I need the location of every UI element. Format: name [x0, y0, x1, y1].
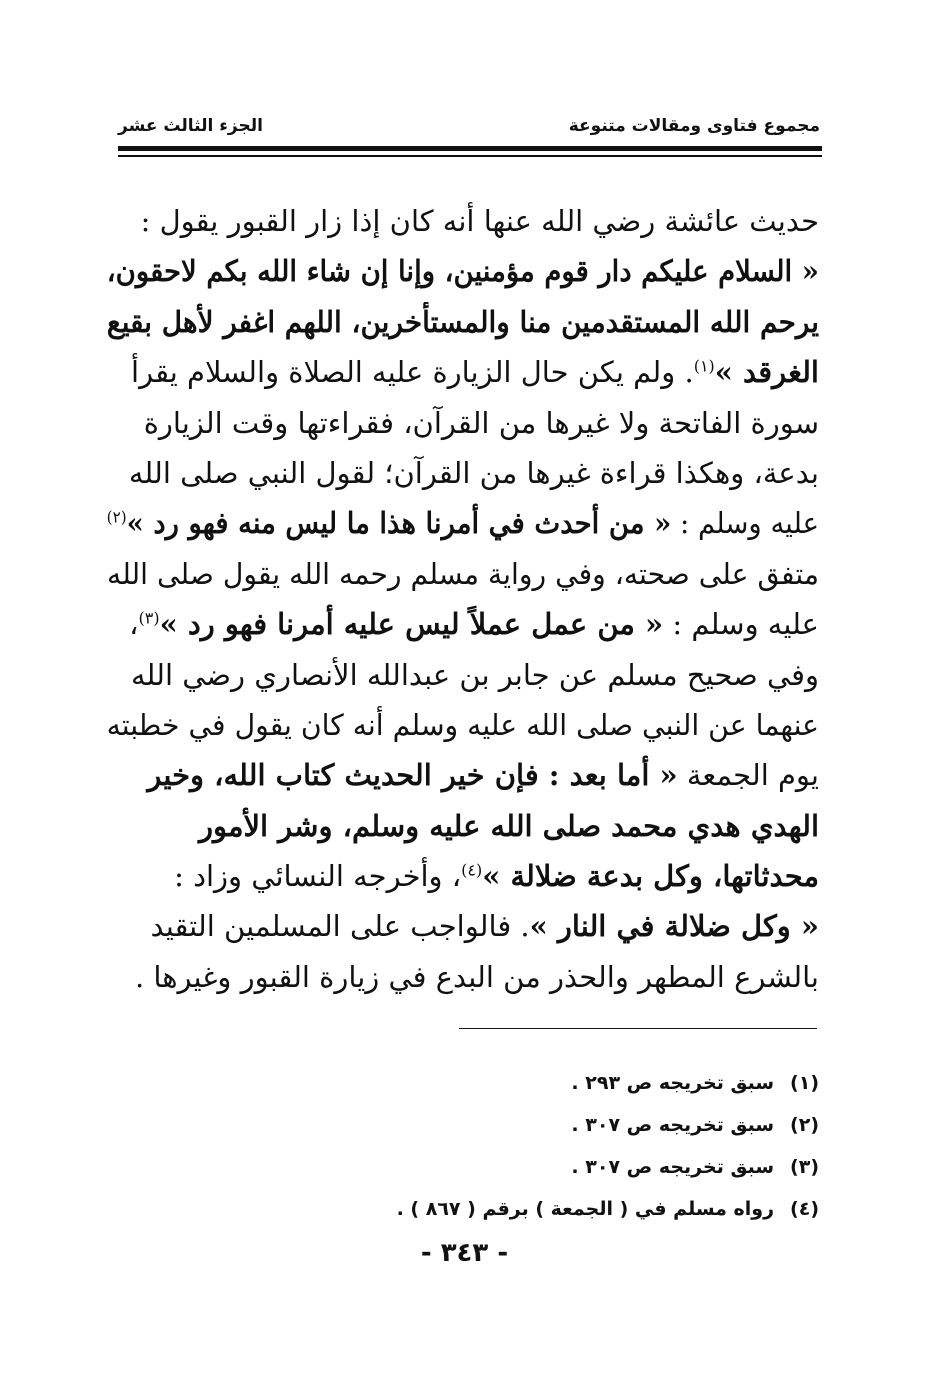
- footnote-item: [219, 1104, 819, 1146]
- text-segment: يوم الجمعة: [677, 758, 819, 793]
- text-line: [106, 700, 820, 750]
- text-line: [107, 347, 819, 397]
- text-segment: ، وأخرجه النسائي وزاد :: [174, 859, 462, 894]
- footnote-marker: (١): [693, 356, 715, 376]
- footnote-text: رواه مسلم في ( الجمعة ) برقم ( ٨٦٧ ) .: [396, 1198, 775, 1220]
- footnote-number: (١): [790, 1072, 819, 1094]
- text-segment: عليه وسلم :: [663, 607, 819, 642]
- text-segment: متفق على صحته، وفي رواية مسلم رحمه الله يقول صلى الله: [107, 556, 820, 591]
- main-text: [107, 196, 819, 1002]
- footnote-text: سبق تخريجه ص ٢٩٣ .: [571, 1072, 775, 1094]
- text-line: [107, 549, 820, 599]
- volume-label: الجزء الثالث عشر: [118, 116, 263, 136]
- hadith-quote: « من عمل عملاً ليس عليه أمرنا فهو رد »: [159, 607, 664, 642]
- text-line: [106, 297, 819, 347]
- text-segment: بدعة، وهكذا قراءة غيرها من القرآن؛ لقول النبي صلى الله: [128, 455, 819, 490]
- text-line: [107, 398, 819, 448]
- footnote-number: (٣): [790, 1156, 819, 1178]
- hadith-quote: « من أحدث في أمرنا هذا ما ليس منه فهو رد »: [126, 506, 672, 541]
- text-line: [106, 246, 820, 296]
- footnote-separator: [459, 1028, 817, 1029]
- text-line: [107, 901, 819, 951]
- book-title: مجموع فتاوى ومقالات متنوعة: [568, 116, 820, 136]
- footnote-text: سبق تخريجه ص ٣٠٧ .: [571, 1114, 775, 1136]
- page-number: - ٣٤٣ -: [420, 1238, 509, 1268]
- text-line: [107, 196, 819, 246]
- text-line: [106, 498, 819, 548]
- footnote-text: سبق تخريجه ص ٣٠٧ .: [571, 1156, 775, 1178]
- header-rule-thin: [118, 155, 822, 157]
- hadith-quote: « أما بعد : فإن خير الحديث كتاب الله، وخير: [147, 758, 678, 793]
- text-line: [107, 750, 819, 800]
- footnote-marker: (٢): [106, 507, 127, 527]
- hadith-quote: الهدي هدي محمد صلى الله عليه وسلم، وشر الأمور: [198, 808, 819, 843]
- text-segment: . فالواجب على المسلمين التقيد: [150, 909, 530, 944]
- footnote-item: [219, 1188, 819, 1230]
- text-line: [107, 801, 819, 851]
- running-header: [118, 112, 820, 142]
- text-segment: حديث عائشة رضي الله عنها أنه كان إذا زار القبور يقول :: [140, 204, 819, 238]
- hadith-quote: « وكل ضلالة في النار »: [529, 909, 819, 944]
- text-line: [107, 952, 819, 1002]
- hadith-quote: الغرقد »: [714, 355, 819, 390]
- footnote-number: (٤): [790, 1198, 819, 1220]
- text-segment: ،: [129, 607, 139, 642]
- text-line: [107, 851, 819, 901]
- text-segment: عنهما عن النبي صلى الله عليه وسلم أنه كان يقول في خطبته: [106, 707, 820, 742]
- hadith-quote: يرحم الله المستقدمين منا والمستأخرين، اللهم اغفر لأهل بقيع: [106, 304, 819, 339]
- hadith-quote: « السلام عليكم دار قوم مؤمنين، وإنا إن شاء الله بكم لاحقون،: [106, 254, 820, 289]
- text-line: [107, 650, 819, 700]
- text-segment: . ولم يكن حال الزيارة عليه الصلاة والسلام يقرأ: [131, 355, 694, 390]
- text-line: [107, 448, 819, 498]
- footnote-item: [219, 1146, 819, 1188]
- footnote-item: [219, 1062, 819, 1104]
- footnotes: [219, 1062, 819, 1230]
- text-segment: بالشرع المطهر والحذر من البدع في زيارة القبور وغيرها .: [134, 959, 819, 994]
- text-line: [107, 599, 819, 649]
- footnote-marker: (٣): [138, 608, 160, 628]
- text-segment: عليه وسلم :: [671, 506, 819, 541]
- hadith-quote: محدثاتها، وكل بدعة ضلالة »: [482, 859, 819, 894]
- text-segment: سورة الفاتحة ولا غيرها من القرآن، فقراءتها وقت الزيارة: [143, 405, 819, 440]
- text-segment: وفي صحيح مسلم عن جابر بن عبدالله الأنصاري رضي الله: [131, 657, 819, 692]
- header-rule-thick: [118, 146, 822, 151]
- footnote-number: (٢): [790, 1114, 819, 1136]
- footnote-marker: (٤): [461, 860, 483, 880]
